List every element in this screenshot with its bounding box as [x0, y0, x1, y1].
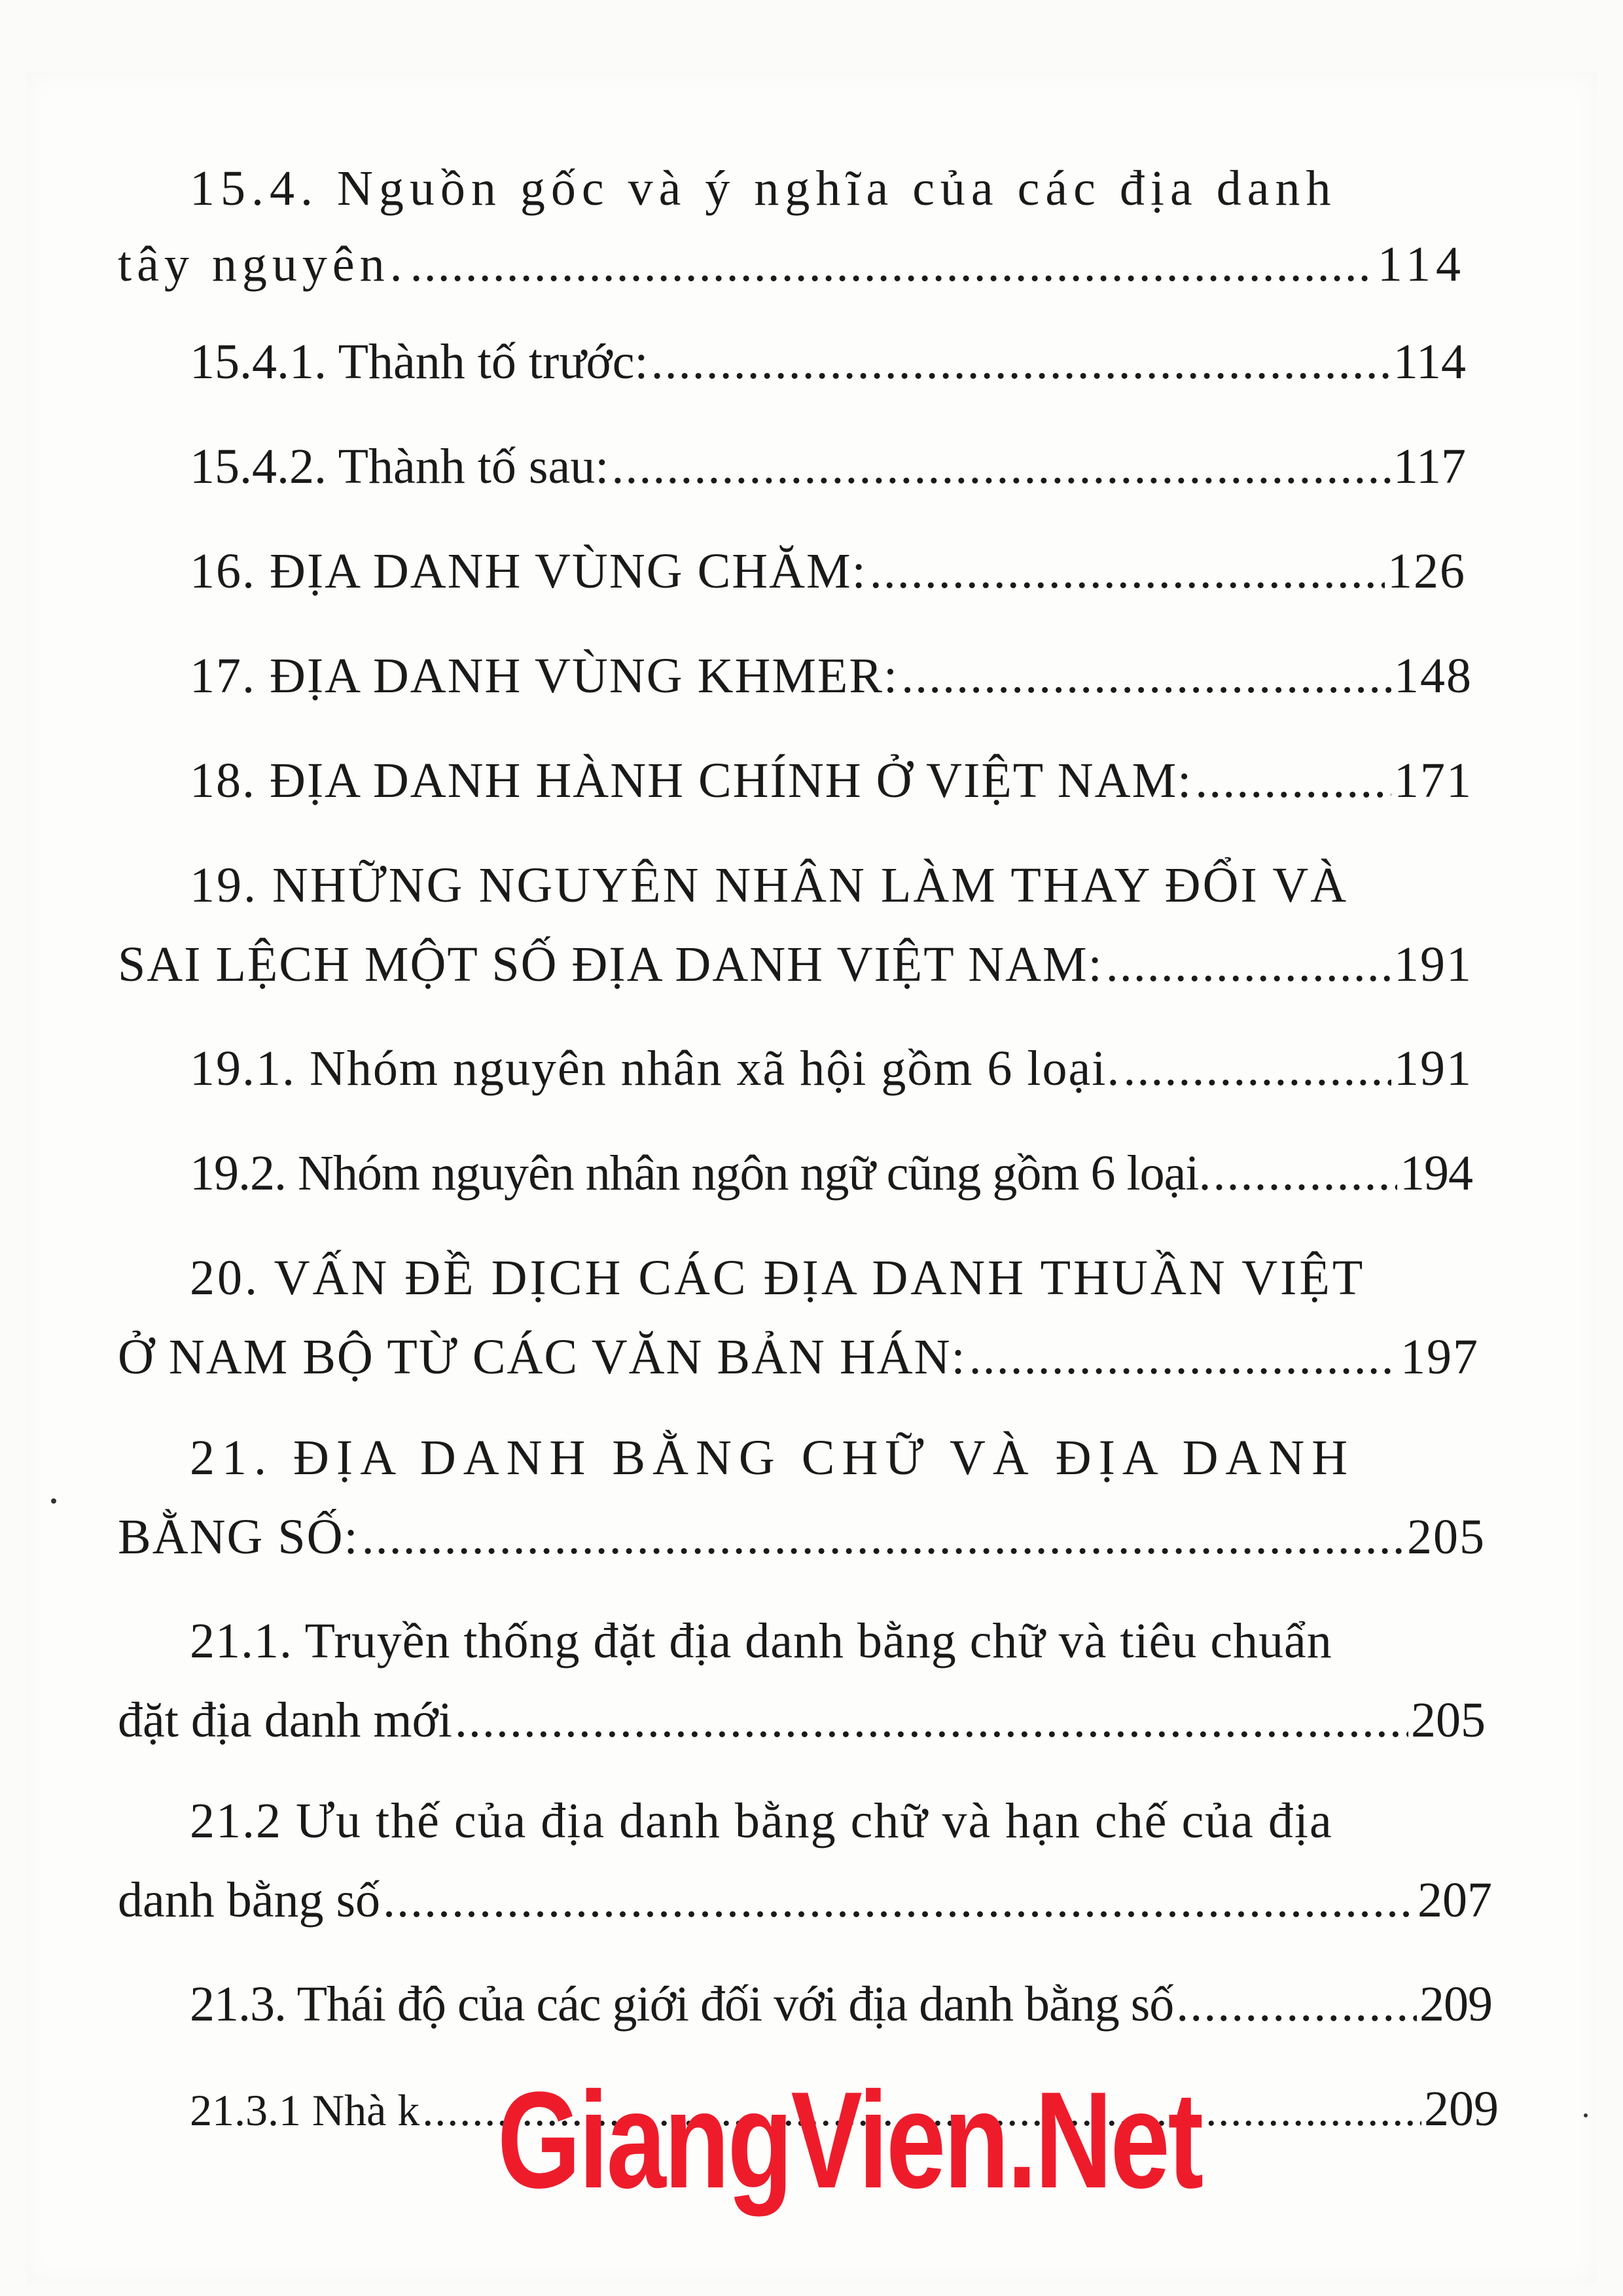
toc-page-number: 114: [1393, 334, 1466, 389]
toc-page-number: 114: [1377, 237, 1466, 292]
toc-entry-heading-line: 19. NHỮNG NGUYÊN NHÂN LÀM THAY ĐỔI VÀ: [190, 858, 1349, 913]
toc-entry-19-2[interactable]: [190, 1146, 1472, 1201]
toc-page-number: 191: [1394, 937, 1472, 992]
leader-dots: [383, 1875, 1415, 1925]
toc-page-number: 148: [1394, 648, 1472, 703]
toc-entry-17[interactable]: [190, 648, 1472, 703]
leader-dots: [362, 1512, 1404, 1562]
toc-entry-label: Ở NAM BỘ TỪ CÁC VĂN BẢN HÁN:: [118, 1330, 967, 1385]
toc-entry-label: 18. ĐỊA DANH HÀNH CHÍNH Ở VIỆT NAM:: [190, 753, 1193, 808]
toc-entry-21-3[interactable]: [190, 1977, 1492, 2032]
toc-entry-label: đặt địa danh mới: [118, 1693, 452, 1748]
toc-entry-16[interactable]: [190, 544, 1466, 599]
toc-entry-heading-line: 21.2 Ưu thế của địa danh bằng chữ và hạn chế của địa: [190, 1793, 1333, 1848]
toc-entry-label: 15.4.2. Thành tố sau:: [190, 439, 609, 494]
toc-entry-label: 19.1. Nhóm nguyên nhân xã hội gồm 6 loại.: [190, 1041, 1121, 1096]
toc-entry-label: 21.3.1 Nhà k: [190, 2085, 420, 2135]
toc-entry-heading-line: 15.4. Nguồn gốc và ý nghĩa của các địa danh: [190, 161, 1337, 216]
leader-dots: [1195, 756, 1391, 805]
toc-page-number: 117: [1393, 439, 1466, 494]
toc-page-number: 209: [1419, 1977, 1492, 2032]
leader-dots: [1123, 1044, 1391, 1093]
leader-dots: [969, 1332, 1398, 1382]
toc-page-number: 209: [1424, 2081, 1499, 2136]
toc-entry-21-2[interactable]: [118, 1793, 1492, 1928]
leader-dots: [901, 651, 1391, 701]
toc-entry-15-4[interactable]: [118, 161, 1466, 292]
toc-entry-15-4-2[interactable]: [190, 439, 1466, 494]
leader-dots: [611, 442, 1390, 491]
leader-dots: [1106, 940, 1391, 989]
toc-page-number: 197: [1400, 1330, 1479, 1385]
toc-entry-label: SAI LỆCH MỘT SỐ ĐỊA DANH VIỆT NAM:: [118, 937, 1103, 992]
toc-entry-label: tây nguyên.: [118, 237, 408, 292]
toc-entry-heading-line: 21.1. Truyền thống đặt địa danh bằng chữ và tiêu chuẩn: [190, 1614, 1332, 1669]
toc-page-number: 191: [1394, 1041, 1472, 1096]
toc-page-number: 205: [1407, 1510, 1486, 1564]
watermark-logo: GiangVien.Net: [497, 2063, 1202, 2217]
toc-entry-19-1[interactable]: [190, 1041, 1472, 1096]
toc-entry-label: 16. ĐỊA DANH VÙNG CHĂM:: [190, 544, 867, 599]
leader-dots: [1213, 1148, 1397, 1198]
toc-entry-21-1[interactable]: [118, 1614, 1486, 1748]
leader-dots: [410, 239, 1375, 289]
toc-entry-19[interactable]: [118, 858, 1472, 992]
toc-entry-label: 21.3. Thái độ của các giới đối với địa danh bằng số: [190, 1977, 1174, 2032]
toc-page-number: 207: [1418, 1873, 1492, 1928]
toc-entry-20[interactable]: [118, 1250, 1479, 1385]
leader-dots: [1176, 1979, 1417, 2029]
toc-entry-label: 19.2. Nhóm nguyên nhân ngôn ngữ cũng gồm 6 loại.: [190, 1146, 1211, 1201]
toc-entry-label: 17. ĐỊA DANH VÙNG KHMER:: [190, 648, 899, 703]
toc-entry-label: BẰNG SỐ:: [118, 1510, 359, 1564]
leader-dots: [455, 1695, 1408, 1745]
toc-entry-label: danh bằng số: [118, 1873, 381, 1928]
toc-page-number: 126: [1387, 544, 1466, 599]
toc-entry-21[interactable]: [118, 1430, 1486, 1564]
scan-speck: [51, 1498, 56, 1504]
scan-speck: [1584, 2113, 1588, 2117]
toc-page-number: 171: [1394, 753, 1472, 808]
leader-dots: [651, 337, 1391, 387]
toc-page-number: 194: [1400, 1146, 1472, 1201]
toc-entry-15-4-1[interactable]: [190, 334, 1466, 389]
toc-entry-18[interactable]: [190, 753, 1472, 808]
leader-dots: [870, 546, 1385, 596]
toc-entry-heading-line: 20. VẤN ĐỀ DỊCH CÁC ĐỊA DANH THUẦN VIỆT: [190, 1250, 1366, 1305]
toc-entry-label: 15.4.1. Thành tố trước:: [190, 334, 649, 389]
toc-page-number: 205: [1411, 1693, 1486, 1748]
toc-entry-heading-line: 21. ĐỊA DANH BẰNG CHỮ VÀ ĐỊA DANH: [190, 1430, 1355, 1485]
